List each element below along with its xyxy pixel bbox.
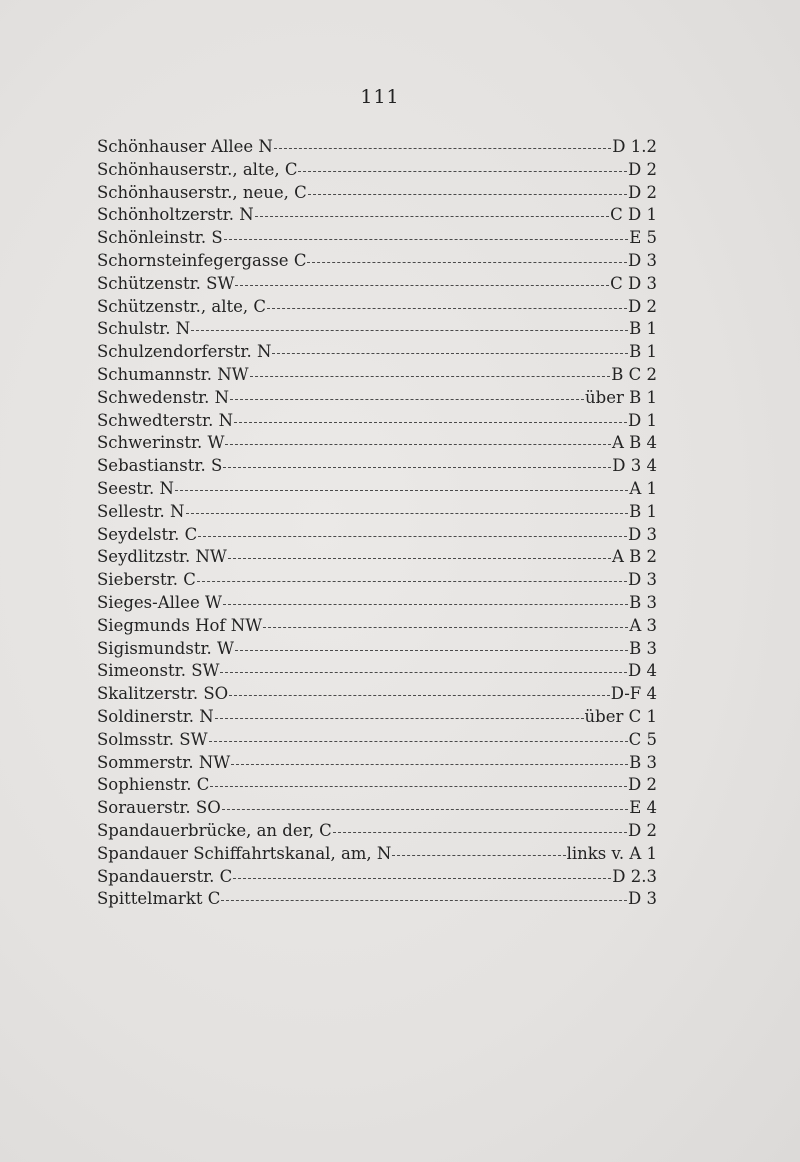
map-grid-reference: D 3 [628, 889, 657, 909]
street-name: Schönhauserstr., neue, C [97, 182, 307, 202]
street-name: Schwedterstr. N [97, 410, 234, 430]
street-name: Sigismundstr. W [97, 638, 234, 658]
index-entry [97, 729, 657, 752]
map-grid-reference: D 3 4 [612, 456, 657, 476]
street-name: Schützenstr. SW [97, 273, 235, 293]
dot-leader [255, 216, 610, 217]
index-entry [97, 410, 657, 433]
index-entry [97, 296, 657, 319]
map-grid-reference: D 2 [628, 159, 657, 179]
dot-leader [263, 627, 628, 628]
dot-leader [223, 604, 628, 605]
index-entry [97, 364, 657, 387]
index-entry [97, 615, 657, 638]
index-entry [97, 478, 657, 501]
street-name: Spandauerstr. C [97, 866, 233, 886]
map-grid-reference: B C 2 [611, 364, 657, 384]
dot-leader [175, 490, 628, 491]
street-name: Sebastianstr. S [97, 456, 223, 476]
street-name: Schönhauser Allee N [97, 137, 273, 156]
street-name: Schützenstr., alte, C [97, 296, 267, 316]
street-name: Sieberstr. C [97, 570, 196, 590]
page-number: 111 [360, 86, 400, 108]
map-grid-reference: C 5 [628, 729, 657, 749]
index-entry [97, 569, 657, 592]
map-grid-reference: B 3 [629, 638, 657, 658]
index-entry [97, 888, 657, 911]
index-entry [97, 250, 657, 273]
index-entry [97, 752, 657, 775]
map-grid-reference: C D 3 [610, 273, 657, 293]
map-grid-reference: D 2 [628, 296, 657, 316]
dot-leader [392, 855, 565, 856]
dot-leader [230, 399, 584, 400]
dot-leader [333, 832, 627, 833]
street-name: Seydlitzstr. NW [97, 547, 227, 567]
map-grid-reference: B 1 [629, 342, 657, 362]
dot-leader [197, 581, 627, 582]
index-entry [97, 660, 657, 683]
map-grid-reference: D 2 [628, 182, 657, 202]
map-grid-reference: B 3 [629, 752, 657, 772]
dot-leader [222, 809, 628, 810]
map-grid-reference: links v. A 1 [566, 843, 657, 863]
map-grid-reference: B 1 [629, 319, 657, 339]
map-grid-reference: D 3 [628, 250, 657, 270]
street-name: Schönleinstr. S [97, 228, 223, 248]
index-entry [97, 318, 657, 341]
street-name: Solmsstr. SW [97, 729, 208, 749]
dot-leader [235, 650, 628, 651]
street-name: Skalitzerstr. SO [97, 684, 229, 704]
street-name: Spandauerbrücke, an der, C [97, 820, 332, 840]
index-entry [97, 387, 657, 410]
index-entry [97, 774, 657, 797]
street-name: Sellestr. N [97, 501, 185, 521]
index-entry [97, 843, 657, 866]
index-entry [97, 820, 657, 843]
map-grid-reference: C D 1 [610, 205, 657, 225]
map-grid-reference: E 5 [629, 228, 657, 248]
street-index-list [97, 136, 657, 911]
map-grid-reference: A 1 [629, 478, 657, 498]
dot-leader [221, 900, 627, 901]
index-entry [97, 524, 657, 547]
dot-leader [308, 194, 627, 195]
index-entry [97, 797, 657, 820]
street-name: Schwedenstr. N [97, 387, 230, 407]
index-entry [97, 182, 657, 205]
map-grid-reference: D 2.3 [612, 866, 657, 886]
street-name: Schönhauserstr., alte, C [97, 159, 298, 179]
map-grid-reference: D 4 [628, 661, 657, 681]
index-entry [97, 432, 657, 455]
dot-leader [228, 558, 611, 559]
street-name: Siegmunds Hof NW [97, 615, 263, 635]
dot-leader [250, 376, 611, 377]
dot-leader [298, 171, 627, 172]
dot-leader [215, 718, 584, 719]
map-grid-reference: D 1 [628, 410, 657, 430]
street-name: Soldinerstr. N [97, 706, 214, 726]
map-grid-reference: B 3 [629, 592, 657, 612]
index-entry [97, 455, 657, 478]
street-name: Sieges-Allee W [97, 592, 222, 612]
index-entry [97, 706, 657, 729]
index-entry [97, 204, 657, 227]
dot-leader [307, 262, 627, 263]
index-entry [97, 546, 657, 569]
index-entry [97, 501, 657, 524]
map-grid-reference: A B 2 [611, 547, 657, 567]
dot-leader [220, 672, 627, 673]
index-entry [97, 638, 657, 661]
street-name: Schönholtzerstr. N [97, 205, 254, 225]
map-grid-reference: über B 1 [585, 387, 657, 407]
street-name: Sommerstr. NW [97, 752, 231, 772]
dot-leader [225, 444, 610, 445]
index-entry [97, 273, 657, 296]
street-name: Spandauer Schiffahrtskanal, am, N [97, 843, 392, 863]
map-grid-reference: über C 1 [584, 706, 657, 726]
dot-leader [274, 148, 611, 149]
map-grid-reference: A 3 [629, 615, 657, 635]
dot-leader [234, 422, 627, 423]
street-name: Schornsteinfegergasse C [97, 250, 307, 270]
dot-leader [224, 239, 629, 240]
dot-leader [198, 536, 627, 537]
index-entry [97, 227, 657, 250]
map-grid-reference: D 3 [628, 524, 657, 544]
map-grid-reference: D 2 [628, 775, 657, 795]
index-entry [97, 136, 657, 159]
street-name: Schumannstr. NW [97, 364, 249, 384]
street-name: Schwerinstr. W [97, 433, 225, 453]
dot-leader [272, 353, 628, 354]
street-name: Sophienstr. C [97, 775, 210, 795]
dot-leader [235, 285, 609, 286]
street-name: Sorauerstr. SO [97, 798, 221, 818]
street-name: Schulzendorferstr. N [97, 342, 272, 362]
index-entry [97, 866, 657, 889]
dot-leader [229, 695, 610, 696]
dot-leader [209, 741, 628, 742]
dot-leader [210, 786, 627, 787]
map-grid-reference: D 1.2 [612, 137, 657, 156]
map-grid-reference: D 3 [628, 570, 657, 590]
map-grid-reference: A B 4 [611, 433, 657, 453]
street-name: Spittelmarkt C [97, 889, 221, 909]
index-entry [97, 592, 657, 615]
dot-leader [223, 467, 611, 468]
dot-leader [267, 308, 627, 309]
map-grid-reference: B 1 [629, 501, 657, 521]
dot-leader [186, 513, 629, 514]
index-entry [97, 159, 657, 182]
dot-leader [233, 878, 611, 879]
street-name: Seestr. N [97, 478, 174, 498]
dot-leader [231, 764, 628, 765]
index-entry [97, 683, 657, 706]
dot-leader [191, 330, 628, 331]
street-name: Seydelstr. C [97, 524, 198, 544]
index-entry [97, 341, 657, 364]
street-name: Simeonstr. SW [97, 661, 220, 681]
map-grid-reference: E 4 [629, 798, 657, 818]
map-grid-reference: D-F 4 [610, 684, 657, 704]
street-name: Schulstr. N [97, 319, 191, 339]
map-grid-reference: D 2 [628, 820, 657, 840]
